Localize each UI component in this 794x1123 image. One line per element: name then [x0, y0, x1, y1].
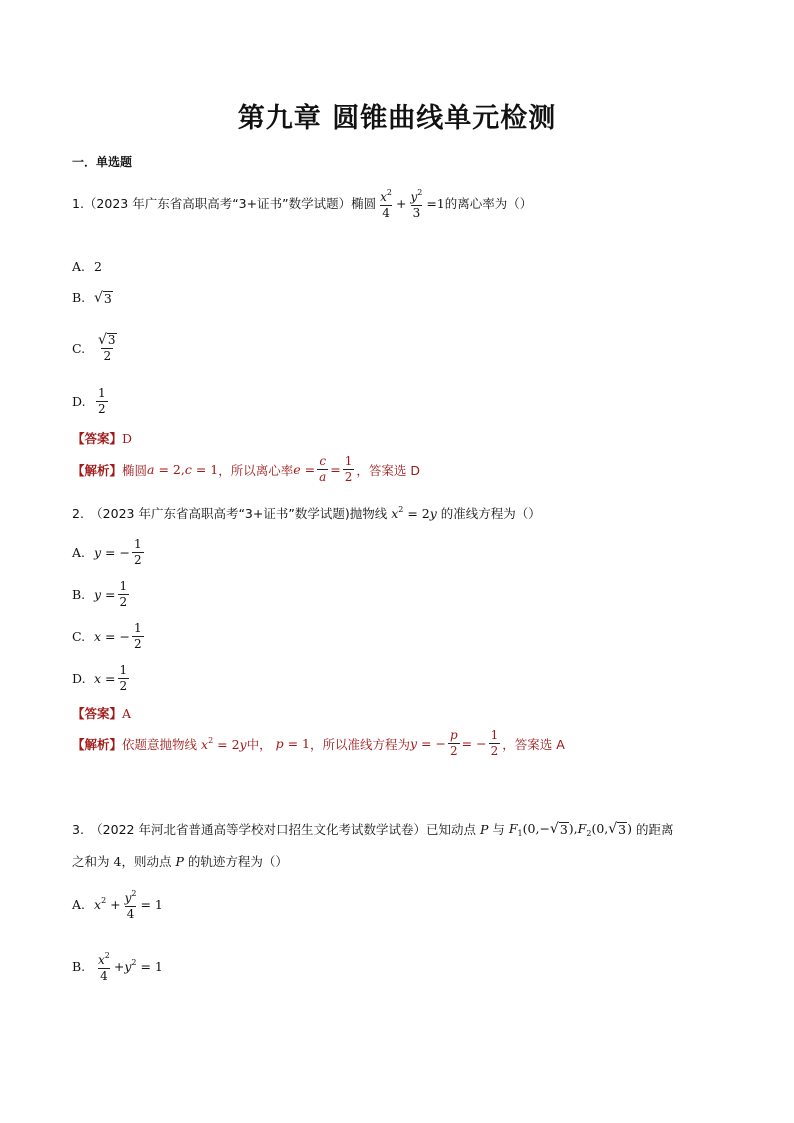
analysis-2: 【解析】 依题意抛物线 $x^2 = 2y$ 中， p = 1 ，所以准线方程为 y = − $\frac{p}{2}$ = − $\frac{1}{2}$ ，答案选 A	[72, 728, 565, 758]
page-title: 第九章 圆锥曲线单元检测	[237, 103, 557, 134]
option-c[interactable]: C. √ 3 2	[72, 332, 116, 363]
question-2: 2. （2023 年广东省高职高考“3+证书”数学试题)抛物线 $x^2 = 2y$ 的准线方程为（）	[72, 505, 541, 521]
question-1-suffix: 的离心率为（）	[444, 196, 533, 211]
option-a[interactable]: A. y = − $\frac{1}{2}$	[72, 537, 142, 567]
option-a[interactable]: A. 2	[72, 259, 102, 274]
option-a[interactable]: A. $x^2$ + $\frac{y^2}{4}$ = 1	[72, 889, 163, 921]
answer-2: 【答案】 A	[72, 705, 132, 721]
question-1: 1.（2023 年广东省高职高考“3+证书”数学试题）椭圆 $\frac{x^2}{4}$ + $\frac{y^2}{3}$ =1 的离心率为（）	[72, 185, 532, 221]
section-heading: 一．单选题	[72, 155, 133, 169]
option-d[interactable]: D. x = $\frac{1}{2}$	[72, 663, 128, 693]
fraction: $\frac{x^2}{4}$	[380, 188, 392, 220]
question-3-line-2: 之和为 4 ，则动点 P 的轨迹方程为（）	[72, 853, 288, 869]
option-b[interactable]: B. y = $\frac{1}{2}$	[72, 579, 128, 609]
option-d[interactable]: D. $\frac{1}{2}$	[72, 386, 106, 416]
option-b[interactable]: B. √ 3	[72, 289, 112, 306]
option-c[interactable]: C. x = − $\frac{1}{2}$	[72, 621, 142, 651]
option-b[interactable]: B. $\frac{x^2}{4}$ $+y^2 = 1$	[72, 951, 163, 983]
question-1-prefix: 1.（2023 年广东省高职高考“3+证书”数学试题）椭圆	[72, 196, 377, 211]
fraction: $\frac{y^2}{3}$	[410, 188, 423, 220]
answer-1: 【答案】 D	[72, 430, 133, 446]
question-3: 3. （2022 年河北省普通高等学校对口招生文化考试数学试卷）已知动点 P 与 $F_1(0,-$ √ 3 )$,F_2(0$, √ 3 ) 的距离	[72, 820, 674, 838]
analysis-1: 【解析】 椭圆 a = 2,c = 1 ，所以离心率 e = $\frac{c}{a}$ = $\frac{1}{2}$ ，答案选 D	[72, 454, 420, 484]
